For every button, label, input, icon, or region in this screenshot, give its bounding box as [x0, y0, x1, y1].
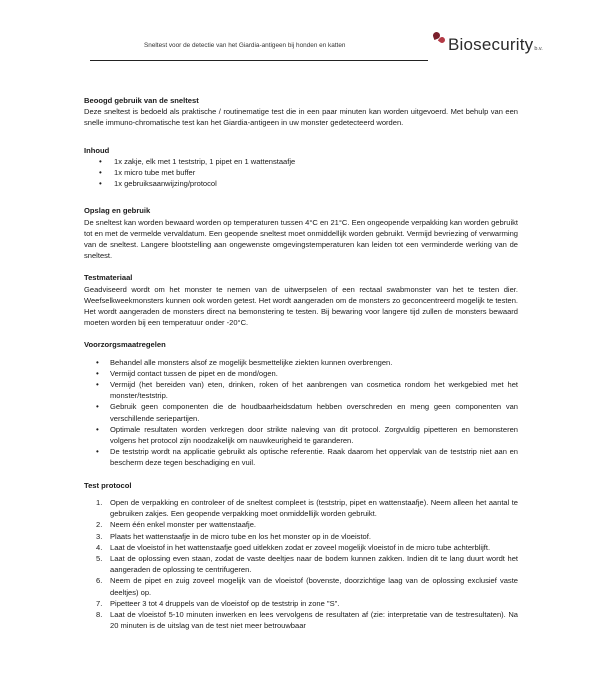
step-text: Laat de vloeistof in het wattenstaafje goed uitlekken zodat er zoveel mogelijk vloeistof in de micro tube achterblijft.: [110, 542, 491, 552]
header-rule: [90, 60, 428, 61]
step-text: Plaats het wattenstaafje in de micro tube en los het monster op in de vloeistof.: [110, 531, 371, 541]
voorzorg-list: [84, 357, 518, 469]
page-header: [90, 30, 550, 70]
list-item: • Vermijd contact tussen de pipet en de mond/ogen.: [84, 368, 518, 379]
protocol-step: [84, 497, 518, 519]
list-item: • Gebruik geen componenten die de houdbaarheidsdatum hebben overschreden en meng geen componenten van verschillende seriepartijen.: [84, 401, 518, 423]
step-number: 6.: [96, 576, 103, 586]
step-number: 4.: [96, 542, 103, 552]
step-number: 3.: [96, 531, 103, 541]
step-number: 2.: [96, 520, 103, 530]
list-item: • 1x micro tube met buffer: [84, 167, 518, 178]
header-title: Sneltest voor de detectie van het Giardia-antigeen bij honden en katten: [144, 42, 346, 49]
list-item: • 1x zakje, elk met 1 teststrip, 1 pipet en 1 wattenstaafje: [84, 156, 518, 167]
step-text: Laat de oplossing even staan, zodat de vaste deeltjes naar de bodem kunnen zakken. Indien dit te lang duurt wordt het aangeraden de oplossing te centrifugeren.: [110, 553, 518, 575]
step-text: Neem de pipet en zuig zoveel mogelijk van de vloeistof (bovenste, doorzichtige laag van de oplossing exclusief vaste deeltjes) op.: [110, 576, 518, 597]
heading-testmateriaal: Testmateriaal: [84, 273, 133, 283]
protocol-step: [84, 553, 518, 575]
heading-opslag: Opslag en gebruik: [84, 206, 151, 216]
logo-wordmark: Biosecurity: [448, 35, 534, 54]
protocol-step: [84, 575, 518, 597]
document-body: [84, 95, 518, 631]
paragraph-opslag: De sneltest kan worden bewaard worden op temperaturen tussen 4°C en 21°C. Een ongeopende verpakking kan worden gebruikt tot en met de vermelde vervaldatum. Een geopende sneltest moet onmiddellijk worden gebruikt. Vermijd bevriezing of verwarming van de sneltest. Langere blootstelling aan ongewenste omgevingstemperaturen kan leiden tot een verminderde werking van de sneltest.: [84, 217, 518, 261]
step-number: 5.: [96, 553, 103, 563]
step-text: Laat de vloeistof 5-10 minuten inwerken en lees vervolgens de resultaten af (zie: interpretatie van de testresultaten). Na 20 minuten is de uitslag van de test niet meer betrouwbaar: [110, 609, 518, 631]
step-number: 8.: [96, 609, 103, 619]
leaf-icon: [432, 32, 446, 46]
step-text: Pipetteer 3 tot 4 druppels van de vloeistof op de teststrip in zone "S".: [110, 598, 340, 608]
list-item: • Vermijd (het bereiden van) eten, drinken, roken of het aanbrengen van cosmetica rondom het werkgebied met het monster/teststrip.: [84, 379, 518, 401]
list-item: • 1x gebruiksaanwijzing/protocol: [84, 178, 518, 189]
protocol-step: [84, 609, 518, 631]
inhoud-list: [84, 156, 518, 190]
heading-inhoud: Inhoud: [84, 145, 110, 155]
paragraph-testmateriaal: Geadviseerd wordt om het monster te nemen van de uitwerpselen of een rectaal swabmonster van het te testen dier. Weefselkweekmonsters kunnen ook worden getest. Het wordt aangeraden om de monsters zo geconcentreerd mogelijk te testen. Het wordt aangeraden de monsters direct na bemonstering te testen. Bij bewaring voor langere tijd zullen de monsters bewaard moeten worden bij een temperatuur onder -20°C.: [84, 284, 518, 328]
step-number: 1.: [96, 497, 103, 507]
protocol-step: [84, 531, 518, 542]
protocol-step: [84, 542, 518, 553]
protocol-step: [84, 598, 518, 609]
list-item: • Behandel alle monsters alsof ze mogelijk besmettelijke ziekten kunnen overbrengen.: [84, 357, 518, 368]
step-number: 7.: [96, 598, 103, 608]
paragraph-beoogd: Deze sneltest is bedoeld als praktische / routinematige test die in een paar minuten kan worden uitgevoerd. Met behulp van een snelle immuno-chromatische test kan het Giardia-antigeen in uw monster gedetecteerd worden.: [84, 107, 518, 128]
list-item: • Optimale resultaten worden verkregen door strikte naleving van dit protocol. Zorgvuldig pipetteren en bemonsteren volgens het protocol zijn noodzakelijk om nauwkeurigheid te garanderen.: [84, 424, 518, 446]
list-item: • De teststrip wordt na applicatie gebruikt als optische referentie. Raak daarom het oppervlak van de teststrip niet aan en bescherm deze tegen beschadiging en vuil.: [84, 446, 518, 468]
step-text: Neem één enkel monster per wattenstaafje.: [110, 520, 256, 530]
heading-voorzorg: Voorzorgsmaatregelen: [84, 340, 166, 350]
heading-protocol: Test protocol: [84, 480, 132, 490]
protocol-steps: [84, 497, 518, 631]
biosecurity-logo: [432, 32, 543, 53]
protocol-step: [84, 519, 518, 530]
heading-beoogd: Beoogd gebruik van de sneltest: [84, 96, 199, 105]
logo-suffix: b.v.: [534, 46, 543, 52]
step-text: Open de verpakking en controleer of de sneltest compleet is (teststrip, pipet en wattenstaafje). Neem alleen het aantal te gebruiken zakjes. Een geopende verpakking moet onmiddellijk worden gebruikt.: [110, 497, 518, 519]
